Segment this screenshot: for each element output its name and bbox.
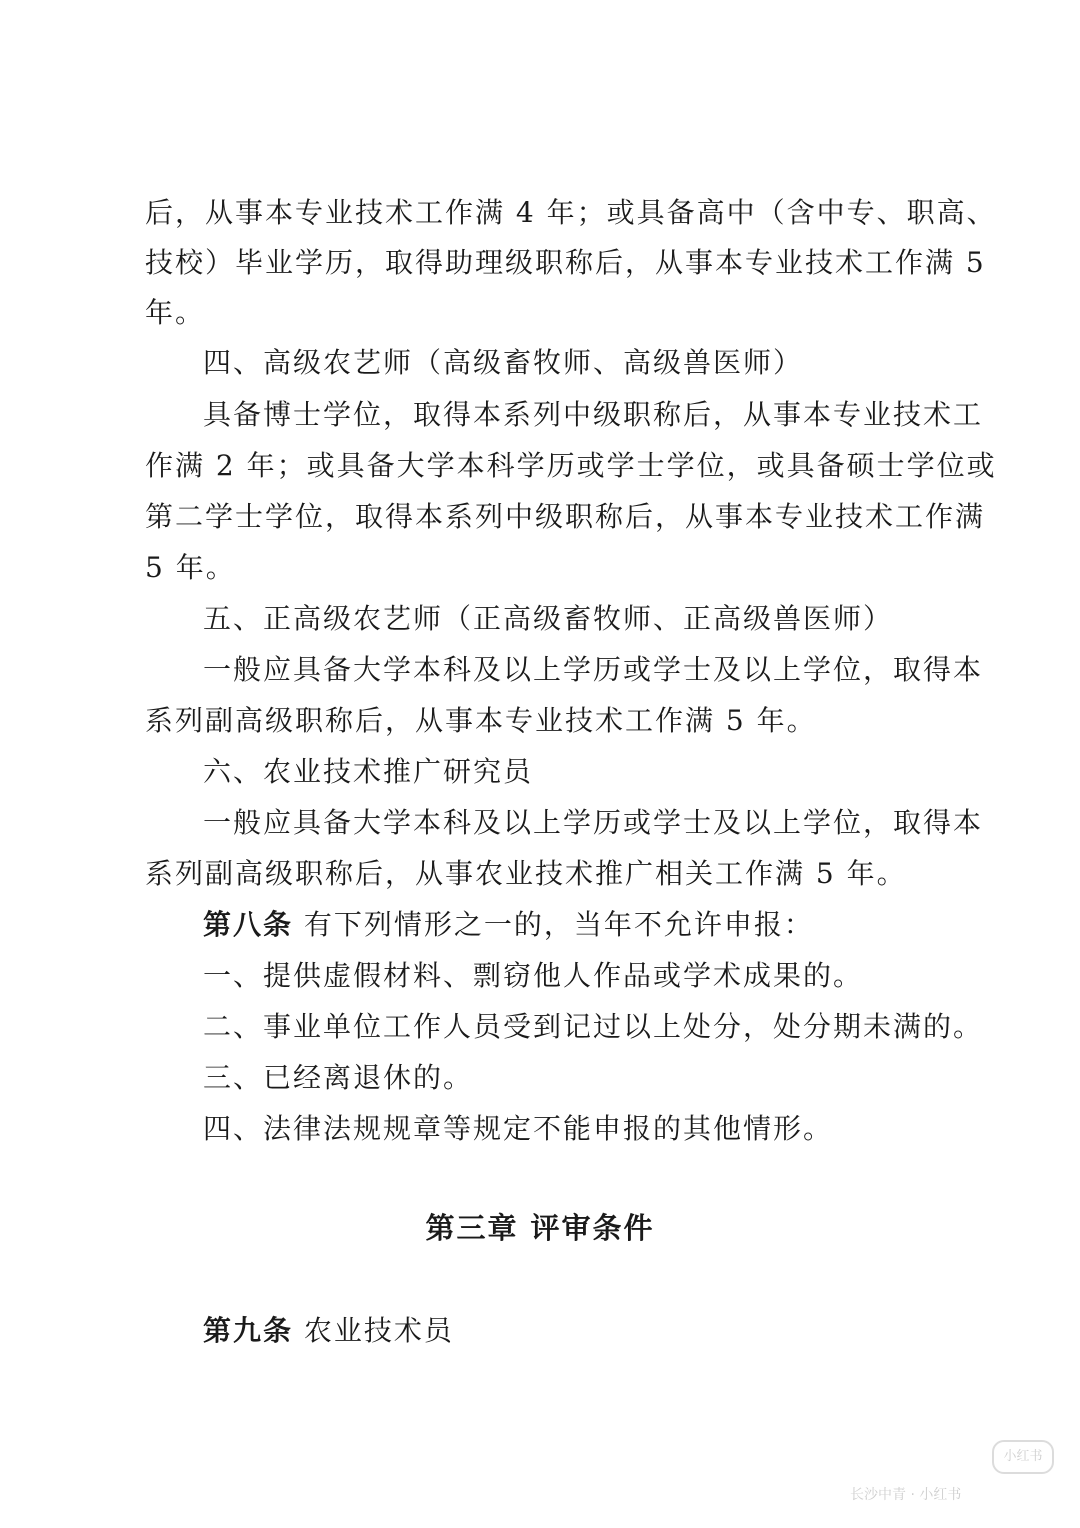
article-8-text: 有下列情形之一的，当年不允许申报： <box>303 908 814 941</box>
paragraph-line: 系列副高级职称后，从事农业技术推广相关工作满 5 年。 <box>145 857 907 890</box>
article-9-label: 第九条 <box>203 1314 294 1347</box>
watermark-text: 长沙中青 · 小红书 <box>850 1487 962 1503</box>
paragraph-line: 5 年。 <box>145 551 236 584</box>
article-9-text: 农业技术员 <box>303 1314 454 1347</box>
article-9 <box>203 1311 1003 1351</box>
paragraph-line: 一般应具备大学本科及以上学历或学士及以上学位，取得本 <box>203 806 984 839</box>
list-item: 一、提供虚假材料、剽窃他人作品或学术成果的。 <box>203 959 864 992</box>
list-item: 三、已经离退休的。 <box>203 1061 474 1094</box>
paragraph-line: 第二学士学位，取得本系列中级职称后，从事本专业技术工作满 <box>145 500 986 533</box>
section-heading-6: 六、农业技术推广研究员 <box>203 755 534 788</box>
paragraph-line: 一般应具备大学本科及以上学历或学士及以上学位，取得本 <box>203 653 984 686</box>
paragraph-line: 年。 <box>145 296 206 329</box>
paragraph-line: 系列副高级职称后，从事本专业技术工作满 5 年。 <box>145 704 817 737</box>
paragraph-line: 作满 2 年；或具备大学本科学历或学士学位，或具备硕士学位或 <box>145 449 997 482</box>
watermark-logo-icon: 小红书 <box>992 1440 1054 1474</box>
list-item: 四、法律法规规章等规定不能申报的其他情形。 <box>203 1112 834 1145</box>
paragraph-line: 技校）毕业学历，取得助理级职称后，从事本专业技术工作满 5 <box>145 246 986 279</box>
paragraph-line: 具备博士学位，取得本系列中级职称后，从事本专业技术工 <box>203 398 984 431</box>
list-item: 二、事业单位工作人员受到记过以上处分，处分期未满的。 <box>203 1010 984 1043</box>
article-8 <box>203 905 1003 945</box>
paragraph-line: 后，从事本专业技术工作满 4 年；或具备高中（含中专、职高、 <box>145 196 997 229</box>
chapter-heading: 第三章 评审条件 <box>425 1211 655 1245</box>
article-8-label: 第八条 <box>203 908 294 941</box>
section-heading-4: 四、高级农艺师（高级畜牧师、高级兽医师） <box>203 346 804 379</box>
section-heading-5: 五、正高级农艺师（正高级畜牧师、正高级兽医师） <box>203 602 894 635</box>
